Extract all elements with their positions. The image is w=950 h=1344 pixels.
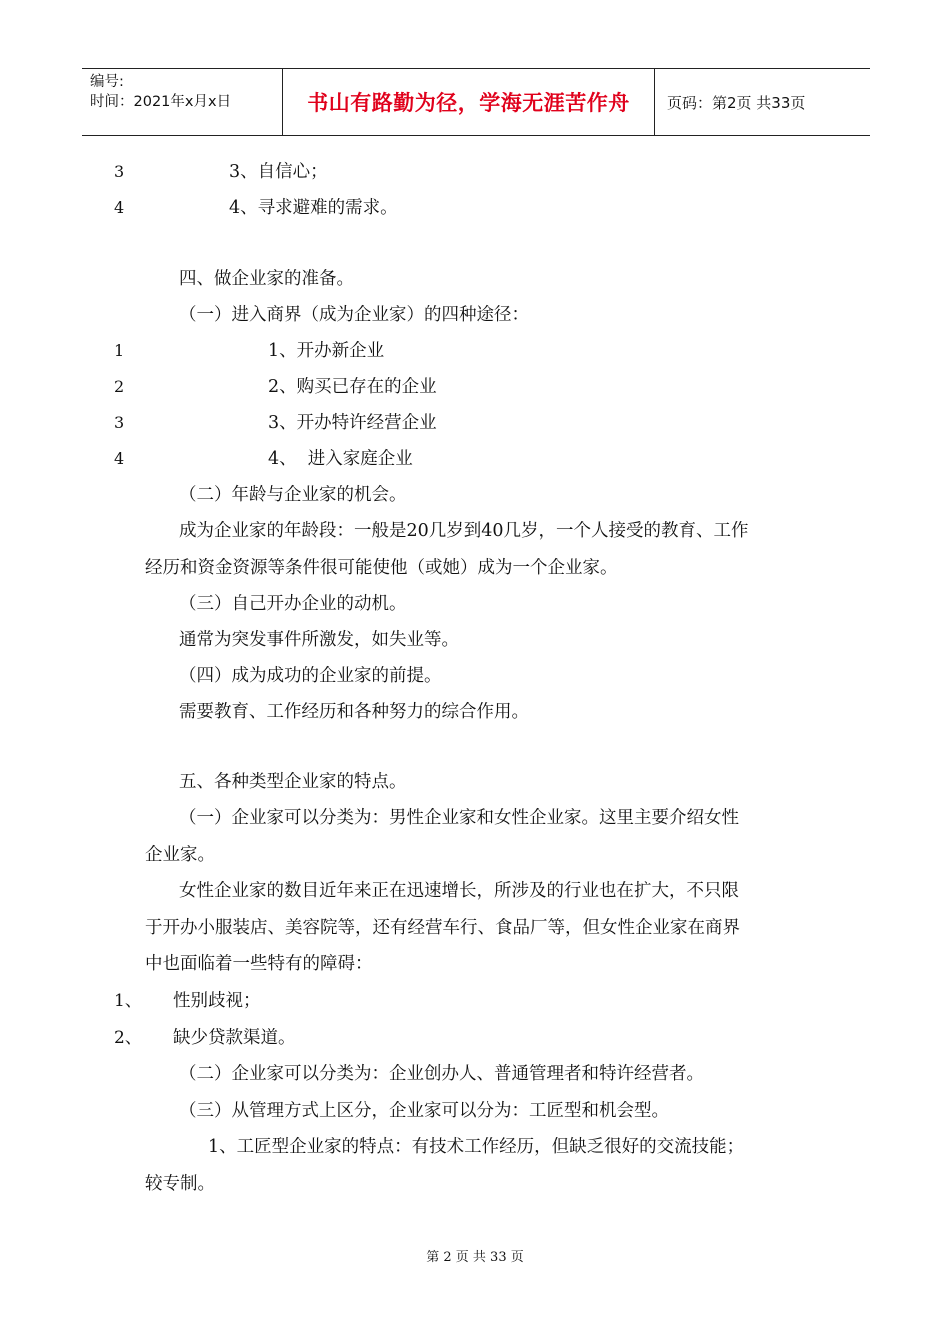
- subsection-heading: （四）成为成功的企业家的前提。: [179, 666, 442, 686]
- list-number: 4: [114, 198, 125, 217]
- list-number: 1、: [114, 991, 142, 1011]
- code-label: 编号:: [90, 74, 124, 90]
- page-footer: 第 2 页 共 33 页: [426, 1250, 524, 1265]
- list-item: 4、 进入家庭企业: [268, 449, 413, 469]
- date-label: 时间：2021年x月x日: [90, 94, 232, 110]
- list-item: 3、开办特许经营企业: [268, 413, 437, 433]
- paragraph-line: 1、工匠型企业家的特点：有技术工作经历，但缺乏很好的交流技能；: [208, 1137, 745, 1157]
- list-number: 2、: [114, 1028, 142, 1048]
- header-motto: 书山有路勤为径，学海无涯苦作舟: [283, 69, 655, 135]
- list-item: 性别歧视；: [173, 991, 261, 1011]
- paragraph-line: 中也面临着一些特有的障碍：: [145, 954, 373, 974]
- paragraph-line: 通常为突发事件所激发，如失业等。: [179, 630, 459, 650]
- subsection-heading: （三）自己开办企业的动机。: [179, 594, 407, 614]
- paragraph-line: 女性企业家的数目近年来正在迅速增长，所涉及的行业也在扩大，不只限: [179, 881, 739, 901]
- list-item: 2、购买已存在的企业: [268, 377, 437, 397]
- header-meta-cell: [82, 69, 283, 135]
- document-header: [82, 68, 870, 136]
- list-number: 4: [114, 449, 125, 468]
- section-heading: 四、做企业家的准备。: [179, 269, 354, 289]
- paragraph-line: 较专制。: [145, 1174, 215, 1194]
- subsection-heading: （二）年龄与企业家的机会。: [179, 485, 407, 505]
- list-number: 2: [114, 377, 125, 396]
- list-item: 1、开办新企业: [268, 341, 385, 361]
- paragraph-line: 于开办小服装店、美容院等，还有经营车行、食品厂等，但女性企业家在商界: [145, 918, 740, 938]
- paragraph-line: 成为企业家的年龄段：一般是20几岁到40几岁，一个人接受的教育、工作: [179, 521, 749, 541]
- subsection-heading: （一）进入商界（成为企业家）的四种途径：: [179, 305, 529, 325]
- subsection-heading: （一）企业家可以分类为：男性企业家和女性企业家。这里主要介绍女性: [179, 808, 739, 828]
- list-number: 3: [114, 413, 125, 432]
- paragraph-line: 需要教育、工作经历和各种努力的综合作用。: [179, 702, 529, 722]
- paragraph-line: 企业家。: [145, 845, 215, 865]
- section-heading: 五、各种类型企业家的特点。: [179, 772, 407, 792]
- list-item: 3、自信心；: [229, 162, 328, 182]
- subsection-heading: （二）企业家可以分类为：企业创办人、普通管理者和特许经营者。: [179, 1064, 704, 1084]
- header-page-label: 页码：第2页 共33页: [667, 93, 806, 112]
- list-number: 1: [114, 341, 125, 360]
- list-number: 3: [114, 162, 125, 181]
- list-item: 缺少贷款渠道。: [173, 1028, 296, 1048]
- subsection-heading: （三）从管理方式上区分，企业家可以分为：工匠型和机会型。: [179, 1101, 669, 1121]
- list-item: 4、寻求避难的需求。: [229, 198, 398, 218]
- paragraph-line: 经历和资金资源等条件很可能使他（或她）成为一个企业家。: [145, 558, 618, 578]
